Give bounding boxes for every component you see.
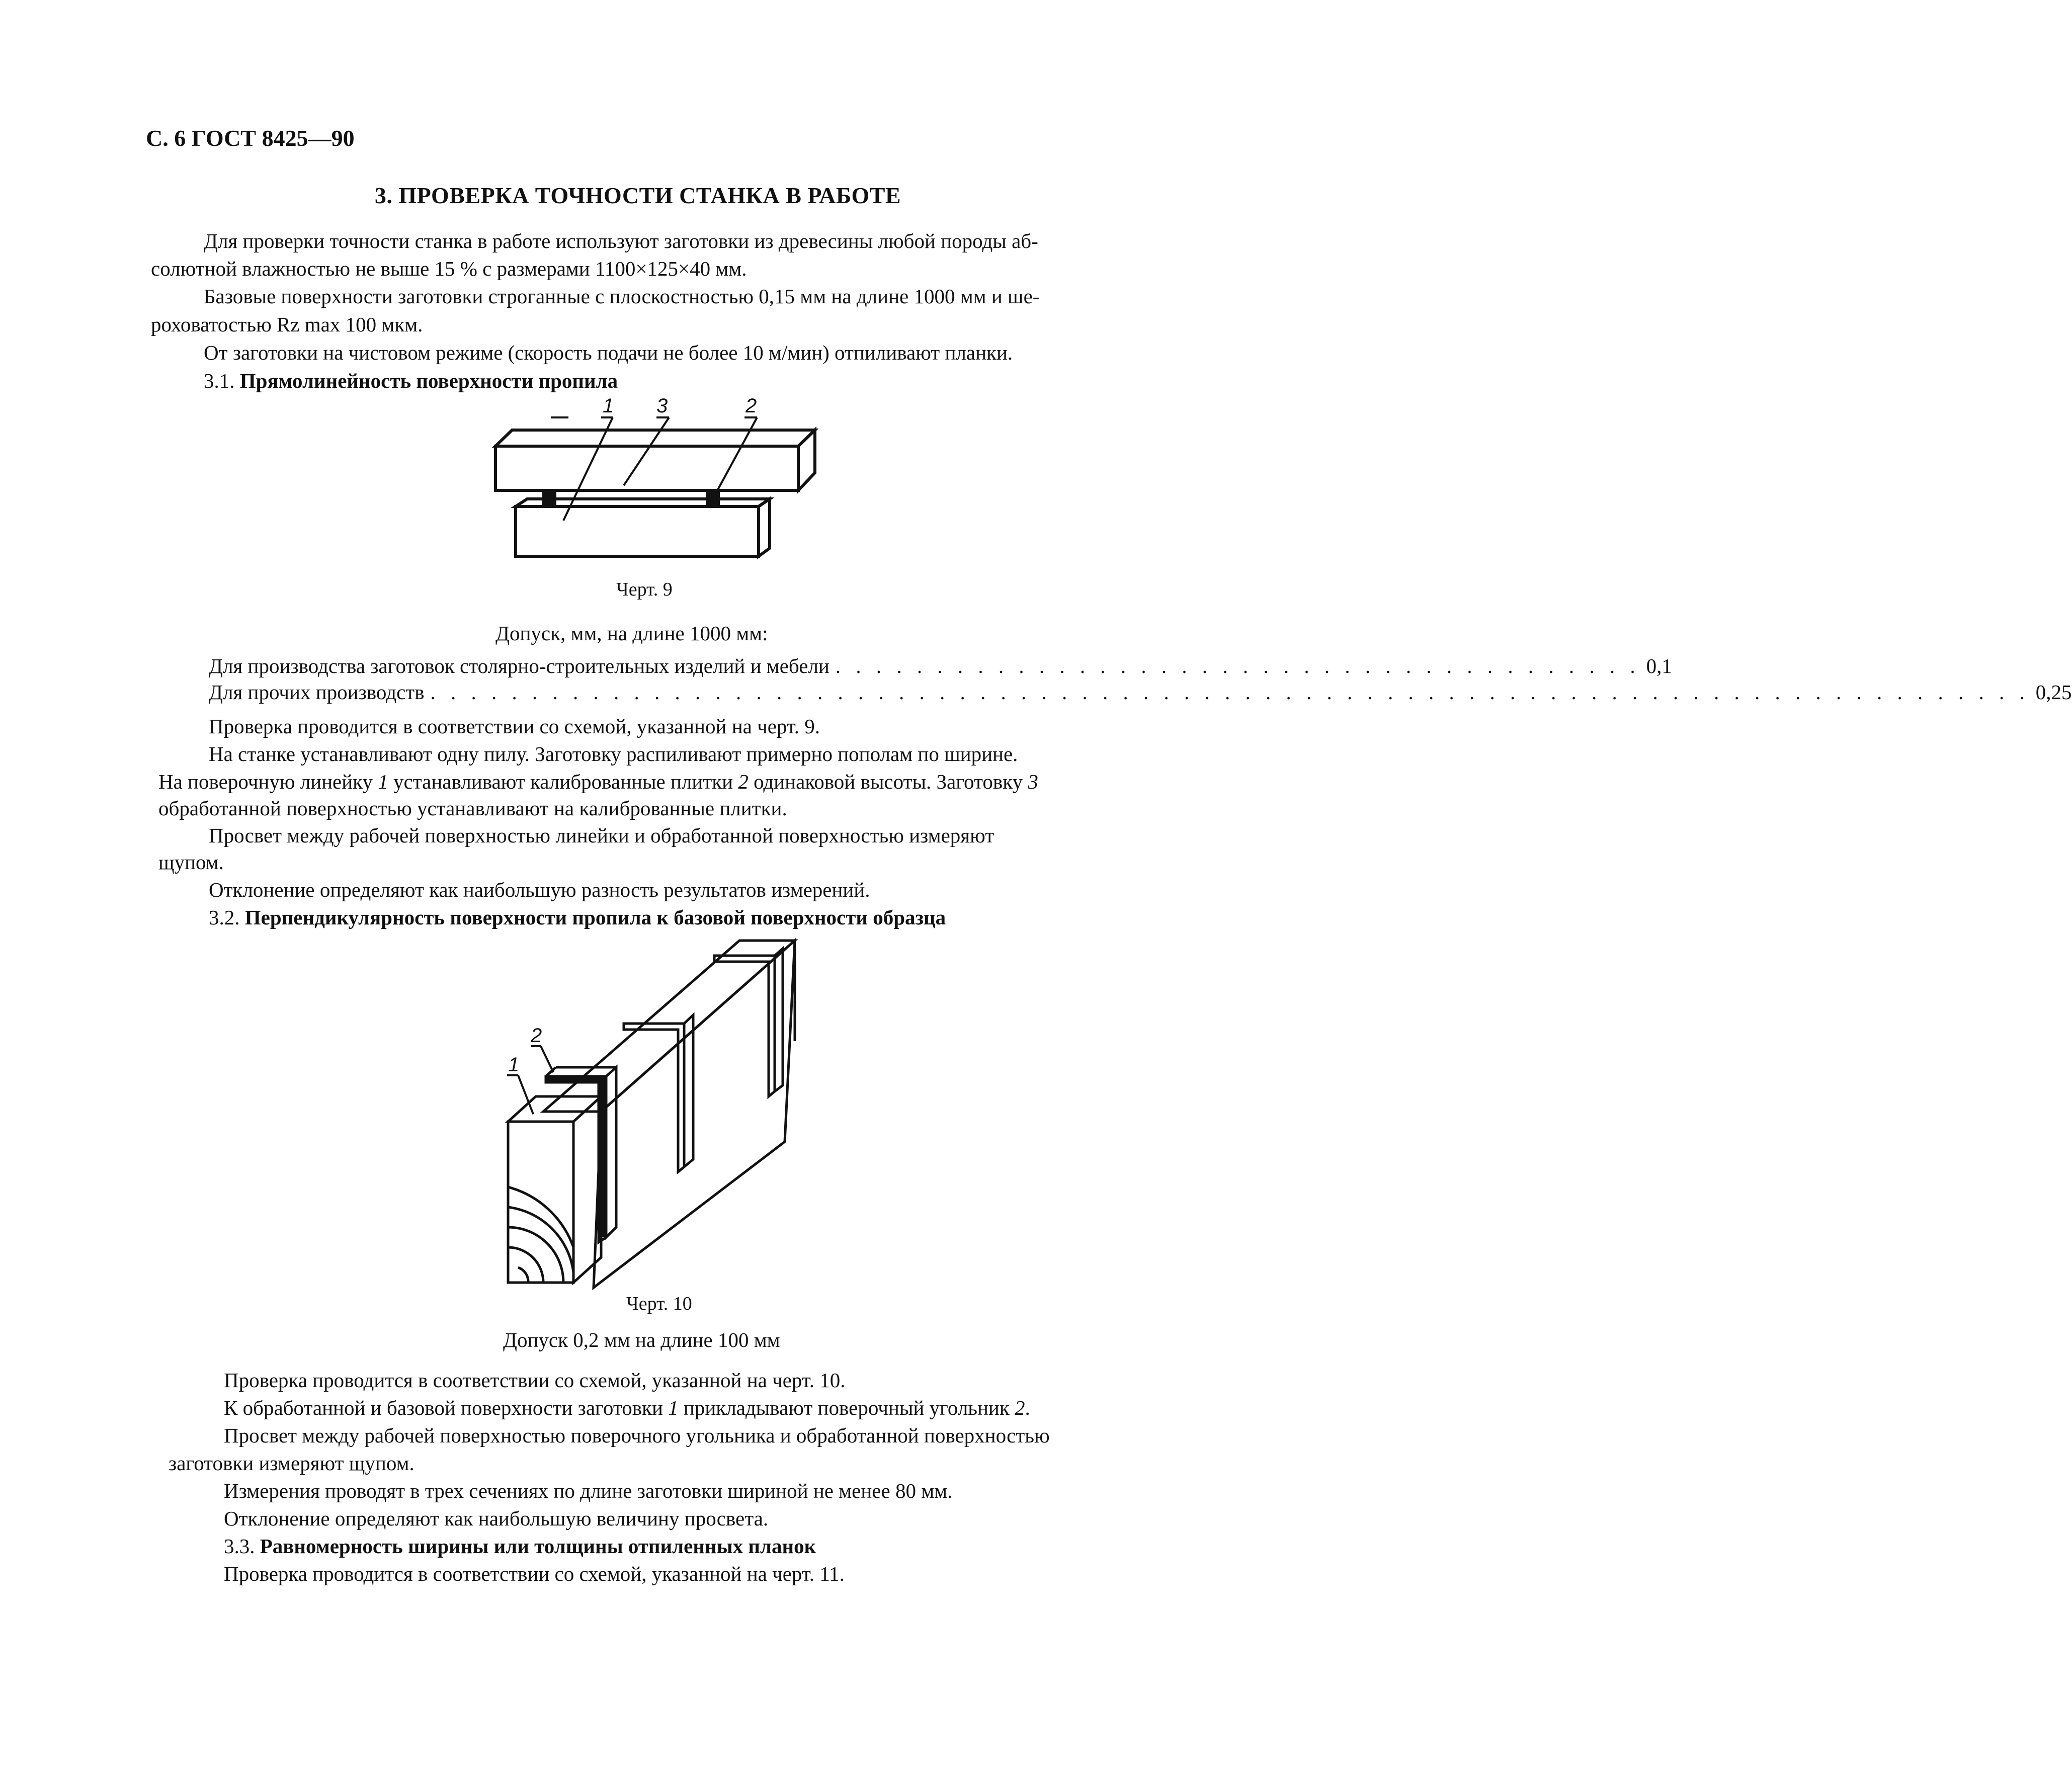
- s32-text-4: Измерения проводят в трех сечениях по длине заготовки шириной не менее 80 мм.: [224, 1479, 953, 1502]
- gauge-plate-left: [542, 490, 556, 505]
- tolerance-heading: Допуск, мм, на длине 1000 мм:: [495, 622, 768, 645]
- s31-text-5b: щупом.: [158, 851, 224, 874]
- section-3-2-title: Перпендикулярность поверхности пропила к базовой поверхности образца: [244, 906, 946, 929]
- s31-text-2: На станке устанавливают одну пилу. Заготовку распиливают примерно пополам по ширине.: [209, 742, 1018, 766]
- s31-text-1: Проверка проводится в соответствии со схемой, указанной на черт. 9.: [209, 715, 820, 738]
- section-3-3-title: Равномерность ширины или толщины отпиленных планок: [260, 1535, 816, 1558]
- s31-text-3b: устанавливают калиброванные плитки: [388, 770, 738, 793]
- workpiece-top-face: [543, 941, 795, 1112]
- intro-p2a: Базовые поверхности заготовки строганные с плоскостностью 0,15 мм на длине 1000 мм и ше-: [204, 285, 1040, 308]
- tolerance-row-furniture: [209, 654, 1672, 678]
- ref-2: 2: [738, 770, 749, 793]
- s33-text-1: Проверка проводится в соответствии со схемой, указанной на черт. 11.: [224, 1562, 845, 1585]
- intro-p2b: роховатостью Rz max 100 мкм.: [151, 313, 423, 336]
- s31-text-3c: одинаковой высоты. Заготовку: [748, 770, 1028, 793]
- intro-p3: От заготовки на чистовом режиме (скорость подачи не более 10 м/мин) отпиливают планки.: [204, 341, 1013, 364]
- figure-9-label-1: 1: [603, 395, 614, 417]
- gauge-plate-right: [706, 490, 720, 505]
- tolerance-row-2-value: 0,25: [2035, 681, 2072, 704]
- s32-text-2a: К обработанной и базовой поверхности заготовки: [224, 1396, 669, 1419]
- s31-text-4: обработанной поверхностью устанавливают на калиброванные плитки.: [158, 797, 787, 820]
- figure-10: [0, 925, 1276, 1288]
- figure-10-label-2: 2: [531, 1025, 542, 1047]
- leader-dots: . . . . . . . . . . . . . . . . . . . . . . . . . . . . . . . . . . . . . . . .: [835, 654, 1640, 677]
- figure-9-label-3: 3: [656, 395, 668, 417]
- s31-text-6: Отклонение определяют как наибольшую разность результатов измерений.: [209, 878, 870, 901]
- s32-text-5: Отклонение определяют как наибольшую величину просвета.: [224, 1507, 769, 1530]
- tolerance-row-2-label: Для прочих производств: [209, 681, 425, 704]
- page-header: С. 6 ГОСТ 8425—90: [146, 125, 355, 151]
- s31-text-3: [158, 767, 1038, 796]
- intro-p1a: Для проверки точности станка в работе используют заготовки из древесины любой породы аб-: [204, 229, 1038, 252]
- s32-text-2c: .: [1025, 1396, 1030, 1419]
- section-3-2-number: 3.2.: [209, 906, 240, 929]
- ref-3: 3: [1028, 770, 1038, 793]
- tolerance-row-1-label: Для производства заготовок столярно-строительных изделий и мебели: [209, 654, 830, 677]
- s32-text-3b: заготовки измеряют щупом.: [169, 1452, 415, 1475]
- leader-3-line: [624, 417, 669, 485]
- section-3-1-number: 3.1.: [204, 369, 235, 392]
- s32-text-1: Проверка проводится в соответствии со схемой, указанной на черт. 10.: [224, 1369, 846, 1392]
- tolerance-row-1-value: 0,1: [1646, 654, 1672, 677]
- figure-9-caption: Черт. 9: [616, 579, 673, 600]
- tolerance-10: Допуск 0,2 мм на длине 100 мм: [503, 1328, 780, 1351]
- section-title: 3. ПРОВЕРКА ТОЧНОСТИ СТАНКА В РАБОТЕ: [374, 183, 901, 208]
- s31-text-3a: На поверочную линейку: [158, 770, 378, 793]
- leader-1-line: [518, 1075, 533, 1114]
- leader-2-line: [541, 1046, 553, 1072]
- ref-1: 1: [378, 770, 388, 793]
- tolerance-row-other: [209, 680, 2072, 704]
- s31-text-5a: Просвет между рабочей поверхностью линейки и обработанной поверхностью измеряют: [209, 824, 994, 847]
- figure-9-label-2: 2: [745, 395, 757, 417]
- figure-10-caption: Черт. 10: [626, 1293, 692, 1314]
- section-3-3-number: 3.3.: [224, 1535, 255, 1558]
- leader-dots: . . . . . . . . . . . . . . . . . . . . . . . . . . . . . . . . . . . . . . . . . . . . . . . . . . . . . . . . . . . . . . . . . . . . . . . . . . . . . . .: [430, 681, 2030, 704]
- ref-2: 2: [1015, 1396, 1025, 1419]
- intro-p1b: солютной влажностью не выше 15 % с размерами 1100×125×40 мм.: [151, 257, 747, 280]
- section-3-3-heading: [224, 1532, 816, 1561]
- s32-text-2b: прикладывают поверочный угольник: [678, 1396, 1015, 1419]
- ref-1: 1: [668, 1396, 679, 1419]
- figure-9: [0, 387, 1276, 599]
- workpiece-3-front: [495, 446, 798, 490]
- s32-text-2: [224, 1393, 1030, 1422]
- figure-10-label-1: 1: [508, 1054, 520, 1076]
- ruler-1-front: [516, 506, 759, 556]
- section-3-1-title: Прямолинейность поверхности пропила: [239, 369, 618, 392]
- try-square-far: [714, 956, 775, 1096]
- s32-text-3a: Просвет между рабочей поверхностью поверочного угольника и обработанной поверхностью: [224, 1424, 1050, 1447]
